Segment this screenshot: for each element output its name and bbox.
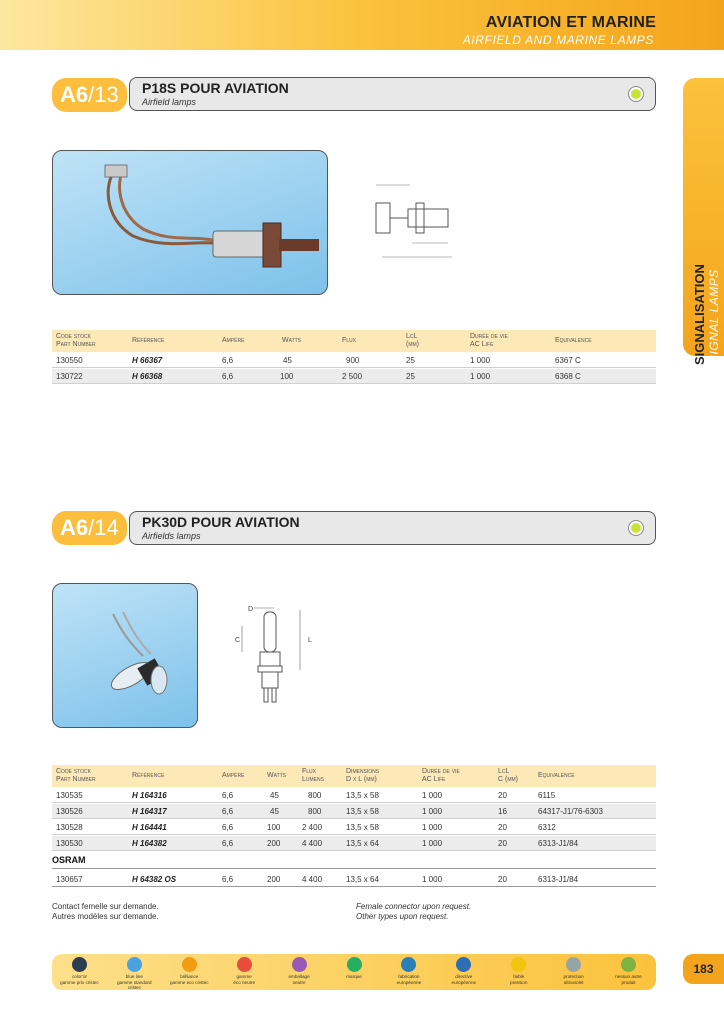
directive-icon: [456, 957, 471, 972]
cell-code: 130722: [56, 372, 83, 381]
cell-reference: H 164382: [132, 839, 167, 848]
blue-line-icon: [127, 957, 142, 972]
legend-label-line: marque: [346, 974, 362, 979]
section-title: PK30D POUR AVIATION: [142, 514, 300, 530]
legend-item: [550, 957, 598, 985]
brilliance-icon: [182, 957, 197, 972]
legend-label-line: fabrication: [398, 974, 420, 979]
pressure-icon: [511, 957, 526, 972]
color-icon: [72, 957, 87, 972]
drawing-label-l: L: [308, 637, 312, 644]
legend-label-line: protection: [563, 974, 584, 979]
cell-watts: 100: [267, 823, 281, 832]
cell-reference: H 64382 OS: [132, 875, 177, 884]
cell-ampere: 6,6: [222, 823, 234, 832]
drawing-label-c: C: [235, 637, 241, 644]
col-header-watts: Watts: [267, 772, 287, 779]
cell-flux: 2 500: [342, 372, 363, 381]
cell-flux: 900: [346, 356, 360, 365]
brand-icon: [347, 957, 362, 972]
col-header-flux: Flux: [302, 768, 317, 775]
legend-label-line: européenne: [396, 979, 422, 985]
cell-watts: 200: [267, 839, 281, 848]
col-header-ampere: Ampère: [222, 772, 245, 779]
cell-dimensions: 13,5 x 58: [346, 807, 379, 816]
divider: [52, 868, 656, 869]
cell-equivalence: 6313-J1/84: [538, 875, 579, 884]
status-dot-icon: [629, 521, 643, 535]
legend-label: [605, 974, 653, 985]
legend-item: [495, 957, 543, 985]
legend-label: [550, 974, 598, 985]
section-code-number: /13: [88, 82, 119, 107]
legend-label-line: directive: [455, 974, 473, 979]
section-title: P18S POUR AVIATION: [142, 80, 289, 96]
product-photo: [52, 583, 198, 728]
col-header-lcl-unit: C (mm): [498, 776, 518, 783]
cell-dimensions: 13,5 x 64: [346, 839, 379, 848]
cell-reference: H 66368: [132, 372, 163, 381]
cell-equivalence: 6312: [538, 823, 556, 832]
col-header-code: Code stock: [56, 333, 91, 340]
col-header-life-en: AC Life: [470, 341, 494, 348]
cell-life: 1 000: [422, 875, 443, 884]
section-subtitle: Airfields lamps: [142, 531, 201, 541]
cell-flux: 4 400: [302, 839, 323, 848]
cell-reference: H 164317: [132, 807, 167, 816]
legend-label-line: européenne: [451, 979, 477, 985]
col-header-flux: Flux: [342, 337, 357, 344]
other-product-icon: [621, 957, 636, 972]
legend-item: [275, 957, 323, 985]
cell-lcl: 20: [498, 791, 507, 800]
packaging-icon: [292, 957, 307, 972]
cell-watts: 45: [283, 356, 292, 365]
cell-flux: 4 400: [302, 875, 323, 884]
section-code: A6: [60, 515, 89, 540]
section-code-badge: [52, 511, 127, 545]
col-header-reference: Référence: [132, 772, 165, 779]
page-header: [0, 0, 724, 50]
cell-watts: 45: [270, 807, 279, 816]
cell-lcl: 20: [498, 875, 507, 884]
cell-ampere: 6,6: [222, 875, 234, 884]
cell-watts: 200: [267, 875, 281, 884]
table-row: [52, 804, 656, 819]
protection-icon: [566, 957, 581, 972]
legend-label-line: neutre: [292, 979, 306, 985]
col-header-code: Code stock: [56, 768, 91, 775]
page-subtitle: AIRFIELD AND MARINE LAMPS: [462, 33, 654, 47]
table-header: [52, 330, 656, 352]
legend-item: [220, 957, 268, 985]
table-row: [52, 353, 656, 368]
col-header-lcl-unit: (mm): [406, 341, 419, 348]
cell-equivalence: 6115: [538, 791, 556, 800]
cell-code: 130535: [56, 791, 83, 800]
note-line: Female connector upon request.: [356, 902, 472, 911]
cell-reference: H 164441: [132, 823, 167, 832]
lamp-pk30d-icon: [53, 584, 198, 728]
cell-life: 1 000: [422, 823, 443, 832]
col-header-dimensions-unit: D x L (mm): [346, 776, 377, 783]
cell-code: 130550: [56, 356, 83, 365]
legend-item: [110, 957, 158, 991]
cell-reference: H 66367: [132, 356, 163, 365]
cell-ampere: 6,6: [222, 807, 234, 816]
cell-code: 130528: [56, 823, 83, 832]
cell-equivalence: 64317-J1/76-6303: [538, 807, 603, 816]
technical-drawing-p18s: [372, 175, 462, 265]
legend-item: [330, 957, 378, 980]
legend-label: [330, 974, 378, 980]
cell-dimensions: 13,5 x 64: [346, 875, 379, 884]
page-title: AVIATION ET MARINE: [485, 14, 656, 31]
legend-label-line: color'or: [71, 974, 87, 979]
cell-life: 1 000: [422, 839, 443, 848]
legend-label-line: ultraviolet: [563, 979, 584, 985]
section-header: [129, 511, 656, 545]
col-header-lcl: LcL: [406, 333, 418, 340]
legend-item: [605, 957, 653, 985]
cell-ampere: 6,6: [222, 791, 234, 800]
note-en: [356, 902, 471, 922]
cell-life: 1 000: [470, 356, 491, 365]
cell-equivalence: 6368 C: [555, 372, 581, 381]
col-header-equivalence: Equivalence: [555, 337, 592, 344]
legend-item: [385, 957, 433, 985]
col-header-part: Part Number: [56, 776, 96, 783]
legend-label: [385, 974, 433, 985]
european-icon: [401, 957, 416, 972]
section-subtitle: Airfield lamps: [142, 97, 197, 107]
note-line: Contact femelle sur demande.: [52, 902, 159, 911]
section-code-number: /14: [88, 515, 119, 540]
cell-code: 130657: [56, 875, 83, 884]
col-header-part: Part Number: [56, 341, 96, 348]
side-tab-subtitle: SIGNAL LAMPS: [707, 269, 721, 363]
cell-flux: 800: [308, 791, 322, 800]
legend-label-line: brilliance: [180, 974, 199, 979]
cell-reference: H 164316: [132, 791, 167, 800]
table-row: [52, 836, 656, 851]
cell-life: 1 000: [470, 372, 491, 381]
legend-label: [110, 974, 158, 991]
col-header-life: Durée de vie: [470, 333, 508, 340]
cell-equivalence: 6367 C: [555, 356, 581, 365]
table-header: [52, 765, 656, 787]
col-header-lumens: Lumens: [302, 776, 324, 783]
legend-label-line: nessun autre: [615, 974, 642, 979]
legend-label-line: blue line: [125, 974, 143, 979]
cell-dimensions: 13,5 x 58: [346, 823, 379, 832]
legend-label-line: pression: [510, 979, 528, 985]
note-line: Autres modèles sur demande.: [52, 912, 159, 921]
cell-life: 1 000: [422, 791, 443, 800]
col-header-reference: Référence: [132, 337, 165, 344]
lamp-p18s-icon: [53, 151, 328, 295]
page-number: 183: [683, 954, 724, 984]
section-header: [129, 77, 656, 111]
legend-label: [440, 974, 488, 985]
section-side-tab: [683, 78, 724, 365]
col-header-dimensions: Dimensions: [346, 768, 380, 775]
col-header-life-en: AC Life: [422, 776, 446, 783]
cell-flux: 2 400: [302, 823, 323, 832]
legend-item: [440, 957, 488, 985]
legend-label-line: gamme eco cristec: [169, 979, 209, 985]
legend-item: [165, 957, 213, 985]
cell-lcl: 25: [406, 372, 415, 381]
note-fr: [52, 902, 159, 922]
technical-drawing-pk30d: [232, 600, 327, 715]
cell-lcl: 25: [406, 356, 415, 365]
cell-life: 1 000: [422, 807, 443, 816]
table-row: [52, 369, 656, 384]
cell-lcl: 16: [498, 807, 507, 816]
cell-equivalence: 6313-J1/84: [538, 839, 579, 848]
col-header-equivalence: Equivalence: [538, 772, 575, 779]
section-code: A6: [60, 82, 89, 107]
legend-label-line: éco neutre: [233, 979, 256, 985]
col-header-life: Durée de vie: [422, 768, 460, 775]
legend-label-line: gamme: [236, 974, 252, 979]
col-header-lcl: LcL: [498, 768, 510, 775]
col-header-ampere: Ampère: [222, 337, 245, 344]
status-dot-icon: [629, 87, 643, 101]
cell-ampere: 6,6: [222, 839, 234, 848]
iso-icon: [237, 957, 252, 972]
cell-flux: 800: [308, 807, 322, 816]
legend-label-line: produit: [621, 979, 636, 985]
cell-code: 130530: [56, 839, 83, 848]
table-row: [52, 788, 656, 803]
legend-label-line: gamme standard cristec: [117, 979, 152, 990]
table-row: [52, 820, 656, 835]
legend-label-line: gamme prix cristec: [60, 979, 99, 985]
cell-watts: 100: [280, 372, 294, 381]
side-tab-title: SIGNALISATION: [692, 264, 707, 365]
section-code-badge: [52, 78, 127, 112]
legend-label-line: emballage: [288, 974, 310, 979]
legend-label: [165, 974, 213, 985]
legend-label: [55, 974, 103, 985]
cell-code: 130526: [56, 807, 83, 816]
legend-item: [55, 957, 103, 985]
legend-label-line: faible: [513, 974, 525, 979]
cell-lcl: 20: [498, 823, 507, 832]
cell-dimensions: 13,5 x 58: [346, 791, 379, 800]
legend-label: [220, 974, 268, 985]
brand-label: OSRAM: [52, 855, 86, 865]
drawing-label-d: D: [248, 606, 254, 613]
cell-ampere: 6,6: [222, 356, 234, 365]
legend-label: [495, 974, 543, 985]
cell-ampere: 6,6: [222, 372, 234, 381]
cell-watts: 45: [270, 791, 279, 800]
table-row: [52, 872, 656, 887]
cell-lcl: 20: [498, 839, 507, 848]
note-line: Other types upon request.: [356, 912, 449, 921]
legend-label: [275, 974, 323, 985]
product-photo: [52, 150, 328, 295]
col-header-watts: Watts: [282, 337, 302, 344]
footer-legend: [52, 954, 656, 990]
